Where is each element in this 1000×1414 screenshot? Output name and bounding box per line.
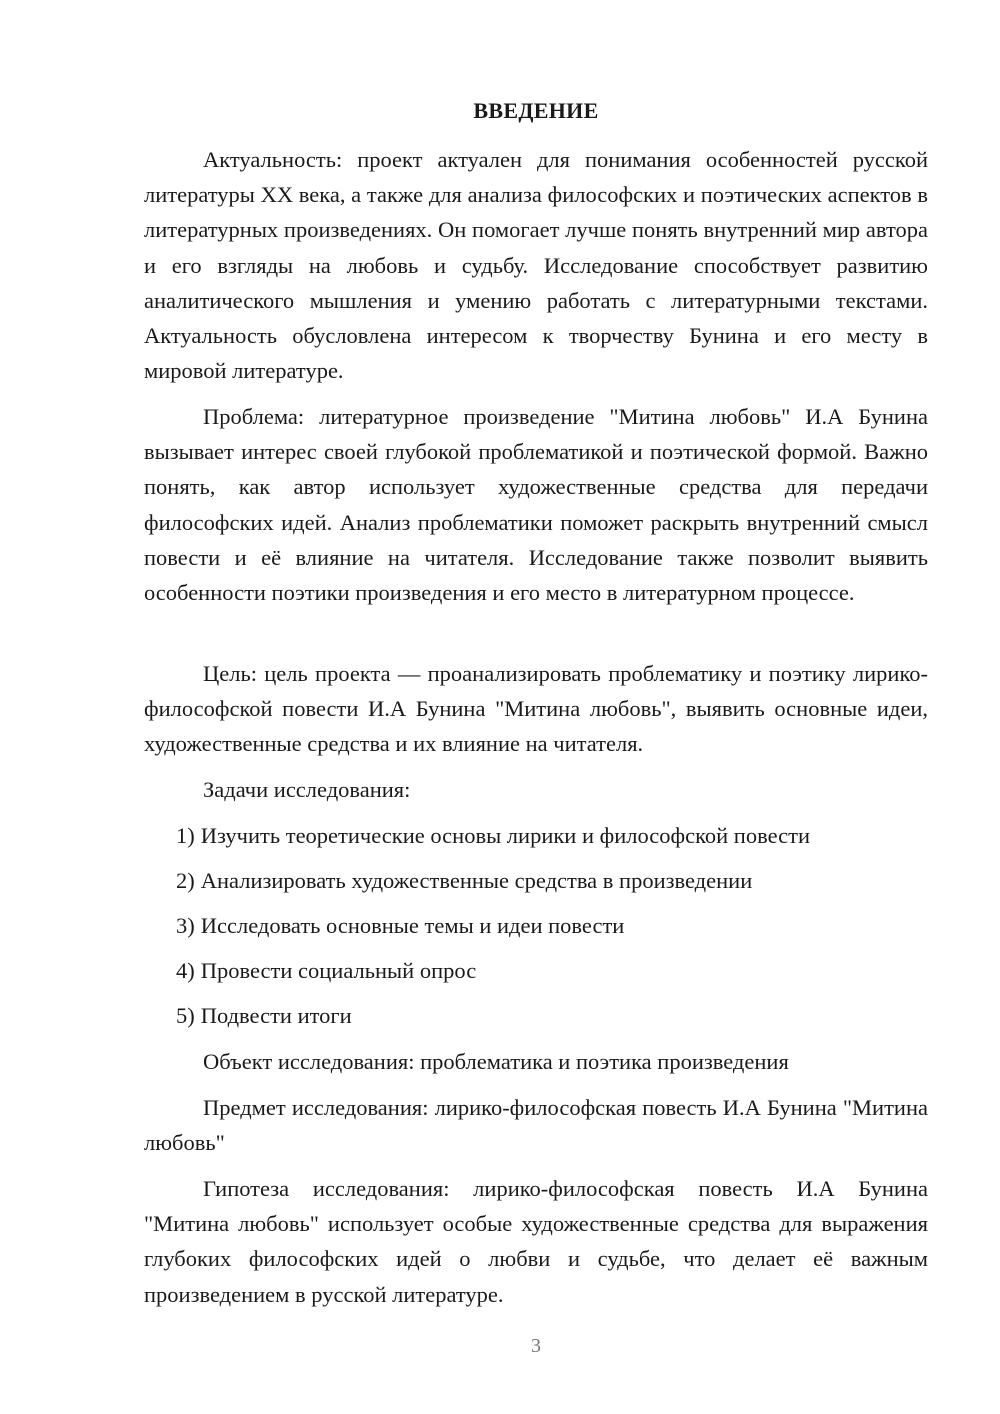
relevance-paragraph: Актуальность: проект актуален для понимания особенностей русской литературы XX века, а также для анализа философских и поэтических аспектов в литературных произведениях. Он помогает лучше понять внутренний мир автора и его взгляды на любовь и судьбу. Исследование способствует развитию аналитического мышления и умению работать с литературными текстами. Актуальность обусловлена интересом к творчеству Бунина и его месту в мировой литературе.: [144, 147, 928, 384]
list-item-number: 1): [176, 823, 195, 848]
list-item: [176, 998, 928, 1033]
list-item-text: Исследовать основные темы и идеи повести: [200, 913, 625, 938]
problem-paragraph: Проблема: литературное произведение "Митина любовь" И.А Бунина вызывает интерес своей глубокой проблематикой и поэтической формой. Важно понять, как автор использует художественные средства для передачи философских идей. Анализ проблематики поможет раскрыть внутренний смысл повести и её влияние на читателя. Исследование также позволит выявить особенности поэтики произведения и его место в литературном процессе.: [144, 404, 928, 606]
list-item-text: Провести социальный опрос: [200, 958, 477, 983]
object-paragraph: Объект исследования: проблематика и поэтика произведения: [203, 1049, 789, 1074]
list-item: [176, 908, 928, 943]
subject-paragraph: Предмет исследования: лирико-философская повесть И.А Бунина "Митина любовь": [144, 1095, 928, 1156]
list-item-text: Подвести итоги: [200, 1003, 352, 1028]
goal-paragraph: Цель: цель проекта — проанализировать проблематику и поэтику лирико-философской повести И.А Бунина "Митина любовь", выявить основные идеи, художественные средства и их влияние на читателя.: [144, 661, 928, 757]
list-item-text: Анализировать художественные средства в произведении: [200, 868, 753, 893]
page-number: 3: [531, 1335, 541, 1357]
list-item-number: 3): [176, 913, 195, 938]
list-item-number: 4): [176, 958, 195, 983]
page-title: ВВЕДЕНИЕ: [473, 98, 599, 123]
tasks-heading: Задачи исследования:: [203, 777, 411, 802]
hypothesis-paragraph: Гипотеза исследования: лирико-философская повесть И.А Бунина "Митина любовь" использует особые художественные средства для выражения глубоких философских идей о любви и судьбе, что делает её важным произведением в русской литературе.: [144, 1176, 928, 1307]
list-item-text: Изучить теоретические основы лирики и философской повести: [200, 823, 810, 848]
list-item-number: 2): [176, 868, 195, 893]
list-item: [176, 863, 928, 898]
list-item: [176, 818, 928, 853]
list-item-number: 5): [176, 1003, 195, 1028]
list-item: [176, 953, 928, 988]
